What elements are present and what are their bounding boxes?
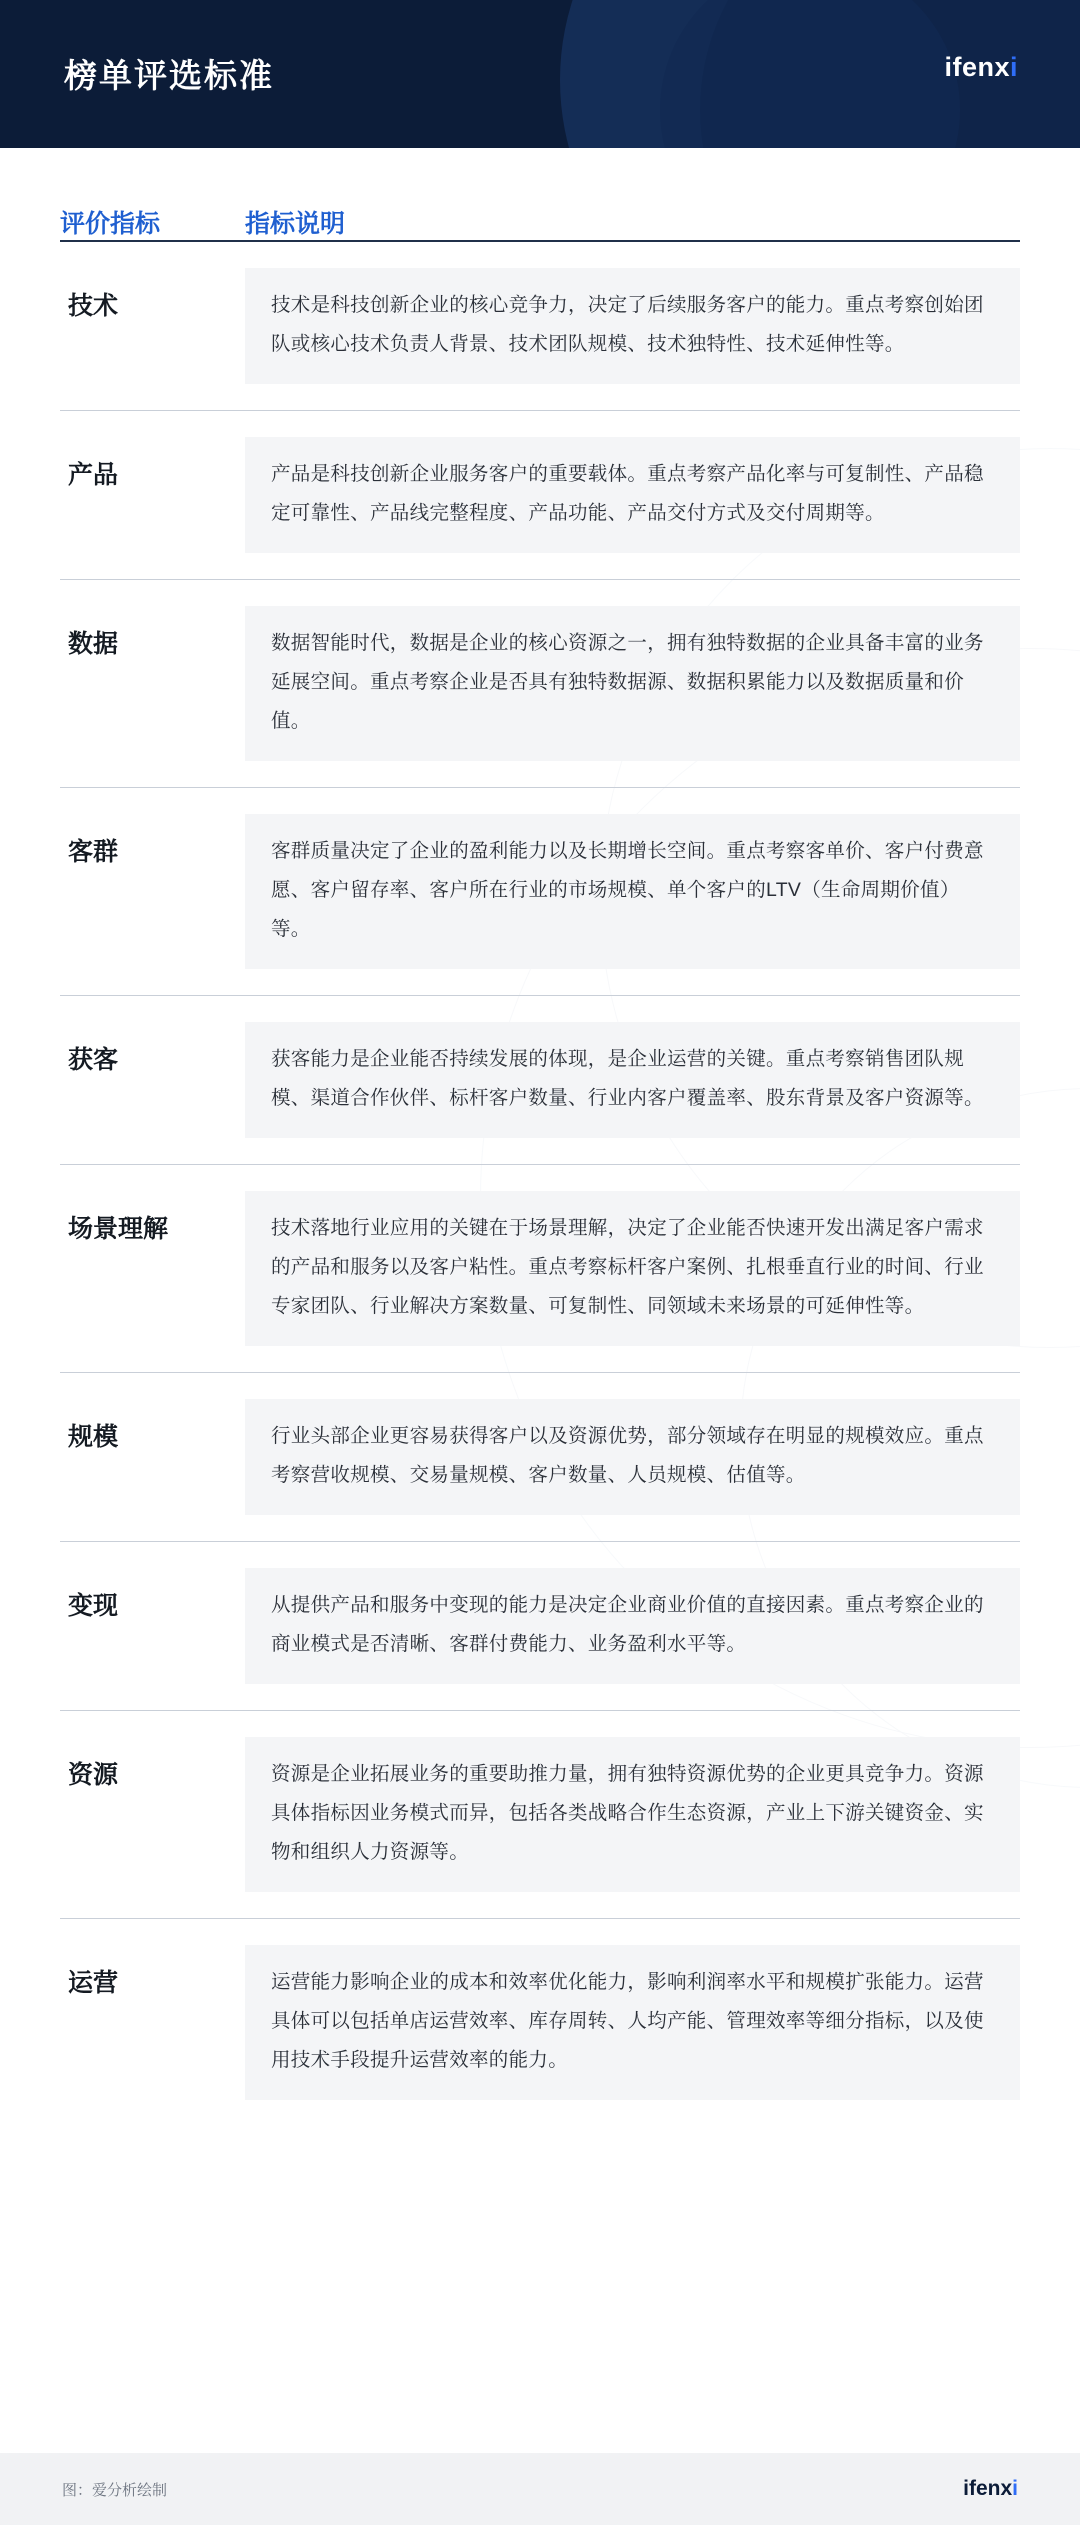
row-metric-label: 变现 — [68, 1592, 119, 1620]
table-row — [60, 788, 1020, 995]
page-footer — [0, 2453, 1080, 2525]
row-description-text: 运营能力影响企业的成本和效率优化能力，影响利润率水平和规模扩张能力。运营具体可以包括单店运营效率、库存周转、人均产能、管理效率等细分指标，以及使用技术手段提升运营效率的能力。 — [245, 1945, 1020, 2100]
footer-brand-accent: i — [1012, 2477, 1018, 2500]
brand-logo-text: ifenx — [944, 52, 1010, 82]
table-row — [60, 411, 1020, 579]
table-row — [60, 580, 1020, 787]
row-description-text: 产品是科技创新企业服务客户的重要载体。重点考察产品化率与可复制性、产品稳定可靠性、产品线完整程度、产品功能、产品交付方式及交付周期等。 — [245, 437, 1020, 553]
table-header-row — [60, 148, 1020, 240]
row-metric-label: 技术 — [68, 292, 119, 320]
row-metric-label: 获客 — [68, 1046, 119, 1074]
row-metric-label: 客群 — [68, 838, 119, 866]
footer-brand-logo — [963, 2477, 1018, 2501]
row-description-text: 行业头部企业更容易获得客户以及资源优势，部分领域存在明显的规模效应。重点考察营收规模、交易量规模、客户数量、人员规模、估值等。 — [245, 1399, 1020, 1515]
row-description-text: 数据智能时代，数据是企业的核心资源之一，拥有独特数据的企业具备丰富的业务延展空间。重点考察企业是否具有独特数据源、数据积累能力以及数据质量和价值。 — [245, 606, 1020, 761]
row-description-text: 获客能力是企业能否持续发展的体现，是企业运营的关键。重点考察销售团队规模、渠道合作伙伴、标杆客户数量、行业内客户覆盖率、股东背景及客户资源等。 — [245, 1022, 1020, 1138]
table-body — [60, 242, 1020, 2126]
table-row — [60, 996, 1020, 1164]
row-metric-label: 产品 — [68, 461, 119, 489]
header-decor-circle-3 — [660, 0, 960, 148]
table-row — [60, 1542, 1020, 1710]
row-description-text: 技术是科技创新企业的核心竞争力，决定了后续服务客户的能力。重点考察创始团队或核心技术负责人背景、技术团队规模、技术独特性、技术延伸性等。 — [245, 268, 1020, 384]
column-header-description: 指标说明 — [245, 210, 346, 238]
row-description-text: 技术落地行业应用的关键在于场景理解，决定了企业能否快速开发出满足客户需求的产品和服务以及客户粘性。重点考察标杆客户案例、扎根垂直行业的时间、行业专家团队、行业解决方案数量、可复制性、同领域未来场景的可延伸性等。 — [245, 1191, 1020, 1346]
row-metric-label: 运营 — [68, 1969, 119, 1997]
criteria-table — [0, 148, 1080, 2453]
row-metric-label: 数据 — [68, 630, 119, 658]
footer-brand-text: ifenx — [963, 2477, 1013, 2500]
row-metric-label: 资源 — [68, 1761, 119, 1789]
row-metric-label: 规模 — [68, 1423, 119, 1451]
brand-logo — [944, 52, 1018, 83]
page-title: 榜单评选标准 — [64, 57, 274, 94]
row-description-text: 从提供产品和服务中变现的能力是决定企业商业价值的直接因素。重点考察企业的商业模式是否清晰、客群付费能力、业务盈利水平等。 — [245, 1568, 1020, 1684]
row-description-text: 资源是企业拓展业务的重要助推力量，拥有独特资源优势的企业更具竞争力。资源具体指标因业务模式而异，包括各类战略合作生态资源，产业上下游关键资金、实物和组织人力资源等。 — [245, 1737, 1020, 1892]
row-metric-label: 场景理解 — [68, 1215, 169, 1243]
row-description-text: 客群质量决定了企业的盈利能力以及长期增长空间。重点考察客单价、客户付费意愿、客户留存率、客户所在行业的市场规模、单个客户的LTV（生命周期价值）等。 — [245, 814, 1020, 969]
footer-credit: 图：爱分析绘制 — [62, 2481, 168, 2499]
brand-logo-accent: i — [1009, 52, 1018, 82]
table-row — [60, 242, 1020, 410]
table-row — [60, 1165, 1020, 1372]
table-row — [60, 1919, 1020, 2126]
column-header-metric: 评价指标 — [60, 210, 161, 238]
page-header — [0, 0, 1080, 148]
table-row — [60, 1373, 1020, 1541]
table-row — [60, 1711, 1020, 1918]
